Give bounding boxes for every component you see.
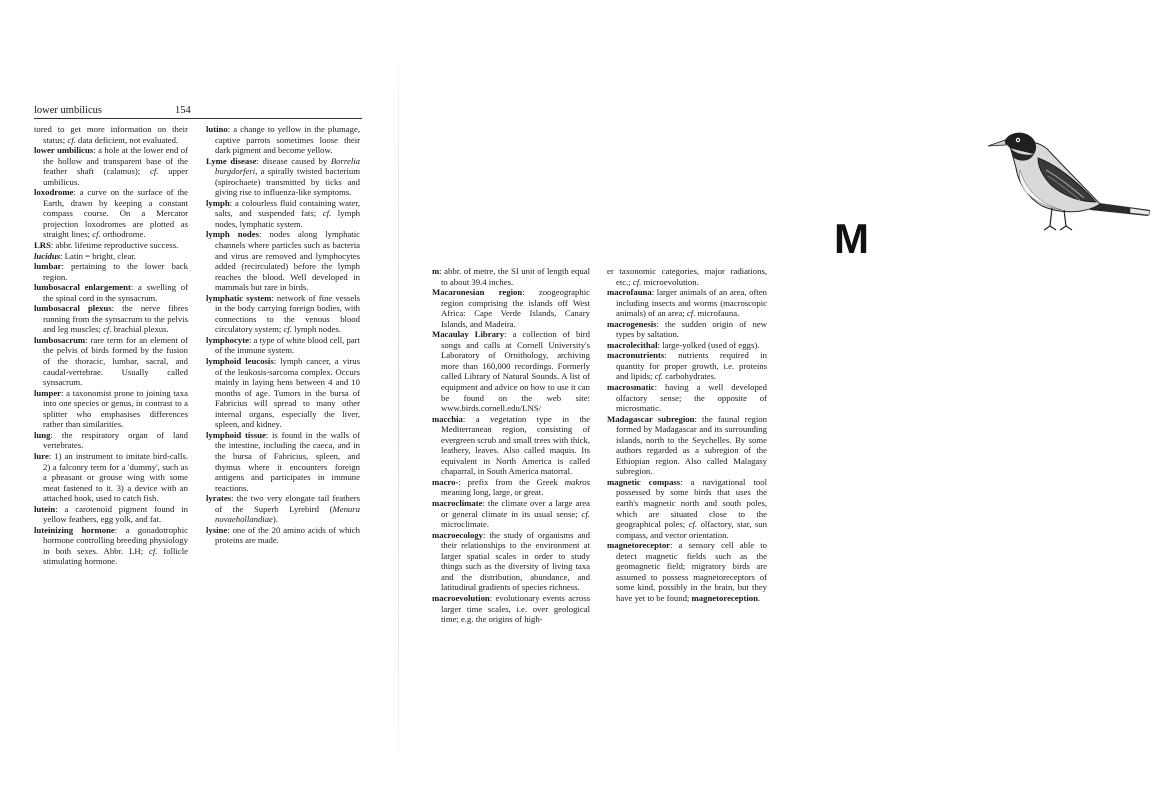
- entry-definition: : a swelling of the spinal cord in the synsacrum.: [43, 282, 188, 303]
- entry-definition: : lymph cancer, a virus of the leukosis-sarcoma complex. Occurs mainly in laying hens between 4 and 10 months of age. Tumors in the bursa of Fabricius will spread to many other internal organs, especially the liver, spleen, and kidney.: [215, 356, 360, 430]
- entry-headword: lumbosacrum: [34, 334, 86, 345]
- entry-definition: : abbr. lifetime reproductive success.: [50, 240, 179, 251]
- dictionary-entry: [607, 340, 767, 351]
- entry-headword: lumbar: [34, 261, 62, 272]
- entry-headword: macroclimate: [432, 498, 483, 509]
- entry-definition: : one of the 20 amino acids of which proteins are made.: [215, 524, 360, 546]
- page-number: 154: [175, 105, 191, 116]
- dictionary-entry: [206, 293, 360, 335]
- entry-headword: Macaronesian region: [432, 287, 523, 298]
- entry-definition: : a vegetation type in the Mediterranean region, consisting of evergreen scrub and small trees with thick, leathery, leaves. Also called maquis. Its equivalent in North America is called chaparral, in South America matorral.: [441, 413, 590, 477]
- entry-definition: : the faunal region formed by Madagascar and its surrounding islands, north to the Seychelles. By some authors regarded as a subregion of the Ethiopian region. Also called Malagasy subregion.: [616, 413, 767, 477]
- dictionary-entry: [206, 156, 360, 198]
- entry-headword: lymphatic system: [206, 292, 272, 303]
- dictionary-entry: [432, 414, 590, 477]
- entry-definition-end: ).: [272, 514, 278, 525]
- entry-definition: : the climate over a large area or general climate in its usual sense;: [441, 498, 590, 519]
- entry-definition: : the sudden origin of new types by saltation.: [616, 318, 767, 340]
- entry-headword: macroecology: [432, 529, 483, 540]
- entry-definition: : the two very elongate tail feathers of the Superb Lyrebird (: [215, 493, 360, 514]
- entry-definition: : a navigational tool possessed by some birds that uses the earth's magnetic north and south poles, which are situated close to the geographical poles;: [616, 476, 767, 530]
- entry-cf: cf.: [688, 519, 698, 530]
- entry-headword: lymphoid leucosis: [206, 356, 274, 367]
- entry-definition: : nutrients required in quantity for proper growth, i.e. proteins and lipids;: [616, 350, 767, 382]
- dictionary-entry: [34, 525, 188, 567]
- running-head-title: lower umbilicus: [34, 105, 102, 116]
- dictionary-entry: [432, 530, 590, 593]
- entry-headword: lower umbilicus: [34, 145, 94, 156]
- entry-definition: : a taxonomist prone to joining taxa into one species or genus, in contrast to a splitter who emphasises differences rather than similarities.: [43, 387, 188, 430]
- entry-cf: cf.: [283, 324, 292, 335]
- dictionary-entry: [432, 593, 590, 625]
- header-rule: [34, 118, 362, 119]
- entry-italic-term: Menura novaehollandiae: [215, 503, 360, 525]
- dictionary-entry: [432, 329, 590, 413]
- entry-cf: cf.: [632, 276, 642, 287]
- dictionary-entry: [34, 430, 188, 451]
- entry-cf: cf.: [103, 324, 112, 335]
- entry-definition: : is found in the walls of the intestine, including the caeca, and in the bursa of Fabricius, spleen, and thymus where it encounters foreign antigens and participates in immune reactions.: [215, 429, 360, 493]
- dictionary-entry: [34, 303, 188, 335]
- dictionary-entry: [34, 187, 188, 240]
- entry-definition: : prefix from the Greek: [458, 476, 565, 487]
- left-page-column-1: [34, 124, 188, 567]
- entry-definition: : evolutionary events across larger time scales, i.e. over geological time; e.g. the origins of high-: [441, 592, 590, 625]
- entry-headword: macrofauna: [607, 287, 652, 298]
- entry-headword: lutino: [206, 124, 228, 134]
- left-page: [0, 0, 398, 800]
- dictionary-entry: [607, 350, 767, 382]
- dictionary-entry: [607, 382, 767, 414]
- entry-definition: : network of fine vessels in the body carrying foreign bodies, with connections to the venous blood circulatory system;: [215, 292, 360, 335]
- dictionary-entry: [34, 124, 188, 145]
- dictionary-entry: [34, 261, 188, 282]
- left-page-column-2: [206, 124, 360, 546]
- dictionary-entry: [206, 335, 360, 356]
- entry-cf: cf.: [149, 166, 159, 177]
- entry-headword: macrosmatic: [607, 382, 655, 393]
- dictionary-entry: [34, 504, 188, 525]
- entry-definition-end: microevolution.: [641, 276, 699, 287]
- entry-headword: lymphocyte: [206, 334, 249, 345]
- entry-cf: cf.: [686, 308, 696, 319]
- entry-definition: : the nerve fibres running from the synsacrum to the pelvis and leg muscles;: [43, 303, 188, 335]
- entry-headword: macronutrients: [607, 350, 665, 361]
- entry-cf: cf.: [67, 134, 76, 145]
- entry-headword: lucidus: [34, 250, 61, 261]
- entry-definition-end: microfauna.: [695, 308, 740, 319]
- entry-definition: : the study of organisms and their relationships to the environment at larger spatial scales in order to study things such as the diversity of living taxa and the distribution, abundance, and latitudinal gradients of species richness.: [441, 529, 590, 593]
- entry-definition: : a colourless fluid containing water, salts, and suspended fats;: [215, 197, 360, 219]
- dictionary-entry: [432, 498, 590, 530]
- entry-definition: : a type of white blood cell, part of the immune system.: [215, 334, 360, 356]
- entry-italic-term: makros: [564, 476, 590, 487]
- entry-definition-end: meaning long, large, or great.: [441, 487, 544, 498]
- entry-headword: magnetoreceptor: [607, 540, 671, 551]
- dictionary-entry: [206, 198, 360, 230]
- entry-headword: lumper: [34, 387, 62, 398]
- entry-headword: macro-: [432, 476, 459, 487]
- entry-headword: lymph nodes: [206, 229, 259, 240]
- entry-definition: : 1) an instrument to imitate bird-calls. 2) a falconry term for a 'dummy', such as a pheasant or grouse wing with some meat fastened to it. 3) a device with an attached hook, used to catch fish.: [43, 450, 188, 504]
- entry-definition: : larger animals of an area, often including insects and worms (macroscopic animals) of an area;: [616, 287, 767, 319]
- entry-headword: lymph: [206, 197, 230, 208]
- dictionary-entry: [607, 540, 767, 603]
- entry-headword: lung: [34, 429, 51, 440]
- entry-headword: Lyme disease: [206, 155, 257, 166]
- dictionary-entry: [206, 493, 360, 525]
- entry-headword: lysine: [206, 524, 228, 535]
- entry-definition: : disease caused by: [256, 155, 331, 166]
- entry-definition: : a gonadotrophic hormone controlling breeding physiology in both sexes. Abbr. LH;: [43, 524, 188, 556]
- section-letter: M: [834, 215, 869, 262]
- dictionary-entry: [432, 266, 590, 287]
- entry-cf: cf.: [581, 508, 590, 519]
- entry-cf: cf.: [92, 229, 101, 240]
- entry-definition: : zoogeographic region comprising the islands off West Africa: Cape Verde Islands, Canary Islands, and Madeira.: [441, 287, 590, 329]
- entry-definition: : nodes along lymphatic channels where particles such as bacteria and virus are removed and lymphocytes added (recirculated) before the lymph reaches the blood. Well developed in mammals but rare in birds.: [215, 229, 360, 293]
- entry-definition: : rare term for an element of the pelvis of birds formed by the fusion of the thoracic, lumbar, sacral, and caudal-vertebrae. Usually called synsacrum.: [43, 334, 188, 388]
- dictionary-entry: [34, 145, 188, 187]
- dictionary-entry: [607, 287, 767, 319]
- entry-headword: lure: [34, 450, 49, 461]
- dictionary-entry: [34, 451, 188, 504]
- book-gutter: [398, 62, 399, 752]
- entry-headword: lyrates: [206, 493, 232, 504]
- entry-definition: : a sensory cell able to detect magnetic fields such as the geomagnetic field; migratory birds are assumed to possess magnetoreceptors of some kind, possibly in the brain, but they have yet to be found;: [616, 540, 767, 603]
- entry-definition-end: , a spirally twisted bacterium (spirochaete) transmitted by ticks and giving rise to influenza-like symptoms.: [215, 166, 360, 198]
- entry-definition: : a collection of bird songs and calls at Cornell University's Laboratory of Ornithology, archiving more than 160,000 recordings. Formerly called Library of Natural Sounds. A list of equipment and advice on how to use it can be found on the web site: www.birds.cornell.edu/LNS/: [441, 329, 590, 414]
- dictionary-entry: [607, 477, 767, 540]
- entry-definition-end: data deficient, not evaluated.: [75, 134, 179, 145]
- entry-definition-end: brachial plexus.: [111, 324, 169, 335]
- entry-headword: LRS: [34, 240, 51, 251]
- entry-definition: : large-yolked (used of eggs).: [657, 339, 760, 350]
- entry-definition: : a change to yellow in the plumage, captive parrots sometimes loose their dark pigment and become yellow.: [215, 124, 360, 156]
- entry-italic-term: Borrelia burgdorferi: [215, 155, 360, 177]
- entry-headword: lumbosacral plexus: [34, 303, 112, 314]
- dictionary-entry: [607, 414, 767, 477]
- dictionary-entry: [34, 251, 188, 262]
- entry-continuation: er taxonomic categories, major radiations, etc.;: [607, 266, 767, 287]
- entry-definition: : the respiratory organ of land vertebrates.: [43, 429, 188, 451]
- entry-cf: cf.: [148, 545, 158, 556]
- dictionary-entry: [607, 319, 767, 340]
- dictionary-entry: [34, 282, 188, 303]
- entry-headword: lymphoid tissue: [206, 429, 266, 440]
- entry-headword: macchia: [432, 413, 463, 424]
- entry-definition-end: orthodrome.: [100, 229, 146, 240]
- entry-definition-end: follicle stimulating hormone.: [43, 545, 188, 567]
- entry-headword: magnetic compass: [607, 476, 681, 487]
- entry-definition: : a curve on the surface of the Earth, drawn by keeping a constant compass course. On a Mercator projection loxodromes are plotted as straight lines;: [43, 187, 188, 240]
- entry-headword: lutein: [34, 503, 56, 514]
- entry-definition-end: olfactory, star, sun compass, and vector orientation.: [616, 519, 767, 540]
- dictionary-entry: [206, 229, 360, 292]
- dictionary-entry: [432, 477, 590, 498]
- running-head: [34, 104, 362, 118]
- dictionary-entry: [34, 240, 188, 251]
- right-page-column-1: [432, 266, 590, 625]
- entry-definition: : a carotenoid pigment found in yellow feathers, egg yolk, and fat.: [43, 503, 188, 525]
- entry-headword: loxodrome: [34, 187, 74, 198]
- entry-cf: cf.: [654, 371, 664, 382]
- right-page-column-2: [607, 266, 767, 604]
- entry-continuation: tored to get more information on their status;: [34, 124, 188, 145]
- entry-definition-end: microclimate.: [441, 519, 490, 530]
- entry-definition: : pertaining to the lower back region.: [43, 261, 188, 282]
- dictionary-entry: [607, 266, 767, 287]
- entry-headword: Macaulay Library: [432, 329, 505, 340]
- entry-definition: : abbr. of metre, the SI unit of length equal to about 39.4 inches.: [439, 266, 590, 287]
- entry-definition-end: carbohydrates.: [663, 371, 717, 382]
- dictionary-entry: [432, 287, 590, 329]
- dictionary-entry: [206, 356, 360, 430]
- entry-headword: macroevolution: [432, 592, 490, 603]
- dictionary-entry: [206, 430, 360, 493]
- entry-headword: lumbosacral enlargement: [34, 282, 131, 293]
- dictionary-entry: [206, 525, 360, 546]
- entry-headword: luteinizing hormone: [34, 524, 115, 535]
- entry-definition: : Latin = bright, clear.: [60, 250, 136, 261]
- entry-definition-end: .: [757, 592, 761, 603]
- entry-cf: cf.: [322, 208, 332, 219]
- dictionary-entry: [34, 335, 188, 388]
- entry-definition-end: lymph nodes.: [291, 324, 341, 335]
- entry-definition-end: lymph nodes, lymphatic system.: [215, 208, 361, 229]
- entry-headword: Madagascar subregion: [607, 413, 695, 424]
- entry-definition: : a hole at the lower end of the hollow and transparent base of the feather shaft (calamus);: [43, 145, 189, 177]
- bird-illustration: [980, 118, 1160, 236]
- entry-headword: macrolecithal: [607, 339, 658, 350]
- entry-related-term: magnetoreception: [691, 592, 758, 603]
- dictionary-entry: [34, 388, 188, 430]
- entry-definition-end: upper umbilicus.: [43, 166, 188, 187]
- entry-headword: m: [432, 266, 440, 276]
- dictionary-entry: [206, 124, 360, 156]
- entry-definition: : having a well developed olfactory sense; the opposite of microsmatic.: [616, 382, 767, 414]
- entry-headword: macrogenesis: [607, 318, 657, 329]
